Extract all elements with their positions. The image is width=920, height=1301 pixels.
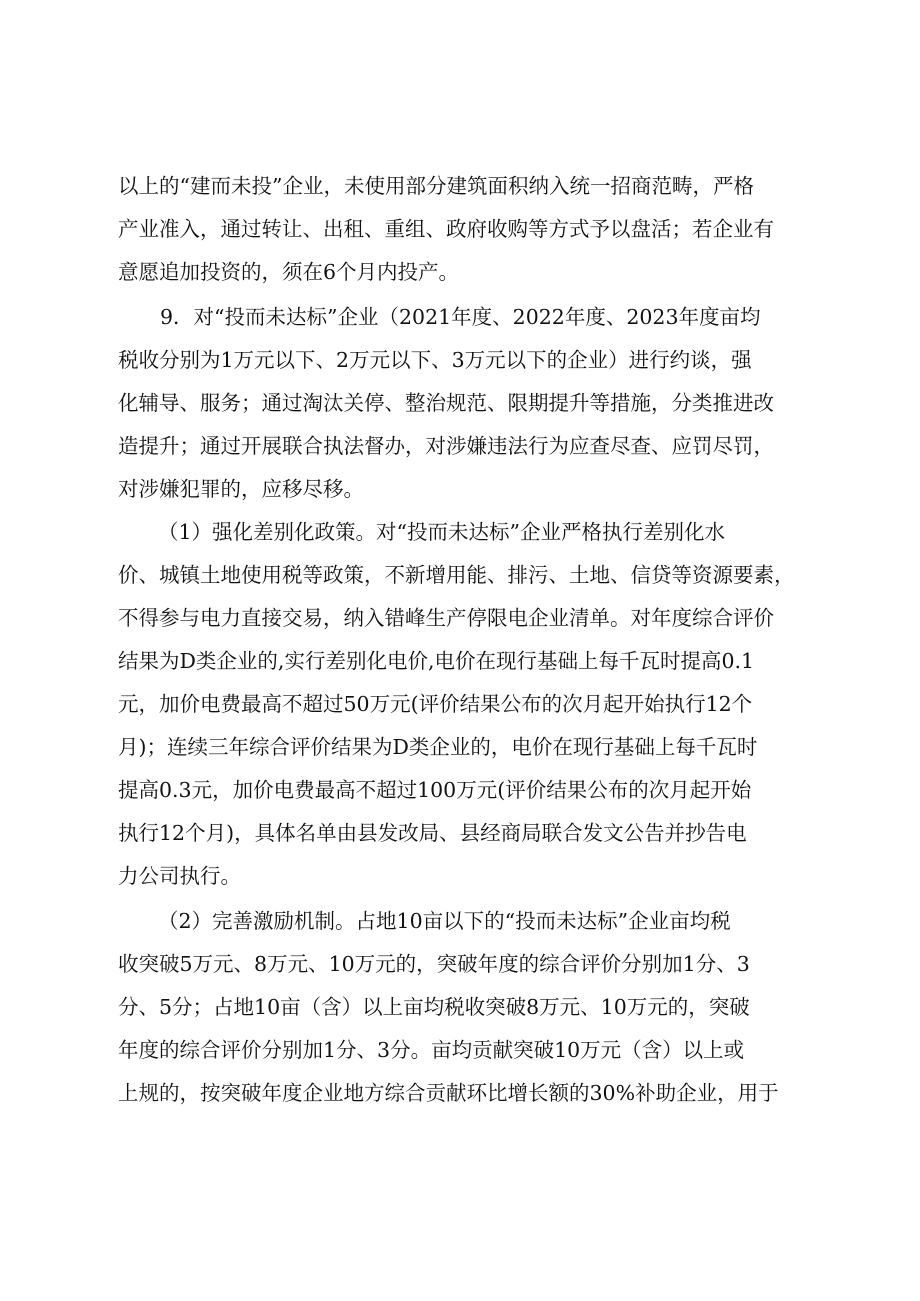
body-text-line: 年度的综合评价分别加1分、3分。亩均贡献突破10万元（含）以上或 bbox=[118, 1038, 745, 1062]
body-text-line: 月)；连续三年综合评价结果为D类企业的，电价在现行基础上每千瓦时 bbox=[118, 735, 758, 759]
body-text-line: 化辅导、服务；通过淘汰关停、整治规范、限期提升等措施，分类推进改 bbox=[118, 391, 774, 415]
body-text-line: 意愿追加投资的，须在6个月内投产。 bbox=[118, 260, 460, 284]
body-text-line: 产业准入，通过转让、出租、重组、政府收购等方式予以盘活；若企业有 bbox=[118, 217, 774, 241]
body-text-line: 以上的“建而未投”企业，未使用部分建筑面积纳入统一招商范畴，严格 bbox=[118, 174, 754, 198]
body-text-line: 元，加价电费最高不超过50万元(评价结果公布的次月起开始执行12个 bbox=[118, 692, 753, 716]
body-text-line: 税收分别为1万元以下、2万元以下、3万元以下的企业）进行约谈，强 bbox=[118, 348, 752, 372]
body-text-line: 提高0.3元，加价电费最高不超过100万元(评价结果公布的次月起开始 bbox=[118, 778, 752, 802]
paragraph-9-first-line: 9．对“投而未达标”企业（2021年度、2022年度、2023年度亩均 bbox=[160, 305, 761, 329]
body-text-line: 造提升；通过开展联合执法督办，对涉嫌违法行为应查尽查、应罚尽罚， bbox=[118, 434, 774, 458]
body-text-line: 分、5分；占地10亩（含）以上亩均税收突破8万元、10万元的，突破 bbox=[118, 995, 750, 1019]
body-text-line: 价、城镇土地使用税等政策，不新增用能、排污、土地、信贷等资源要素， bbox=[118, 563, 795, 587]
body-text-line: 执行12个月)，具体名单由县发改局、县经商局联合发文公告并抄告电 bbox=[118, 821, 747, 845]
body-text-line: 力公司执行。 bbox=[118, 864, 241, 888]
subsection-2-first-line: （2）完善激励机制。占地10亩以下的“投而未达标”企业亩均税 bbox=[158, 909, 731, 933]
subsection-1-first-line: （1）强化差别化政策。对“投而未达标”企业严格执行差别化水 bbox=[158, 520, 726, 544]
body-text-line: 不得参与电力直接交易，纳入错峰生产停限电企业清单。对年度综合评价 bbox=[118, 606, 774, 630]
body-text-line: 对涉嫌犯罪的，应移尽移。 bbox=[118, 477, 364, 501]
body-text-line: 收突破5万元、8万元、10万元的，突破年度的综合评价分别加1分、3 bbox=[118, 952, 750, 976]
body-text-line: 结果为D类企业的,实行差别化电价,电价在现行基础上每千瓦时提高0.1 bbox=[118, 649, 755, 673]
body-text-line: 上规的，按突破年度企业地方综合贡献环比增长额的30%补助企业，用于 bbox=[118, 1081, 779, 1105]
